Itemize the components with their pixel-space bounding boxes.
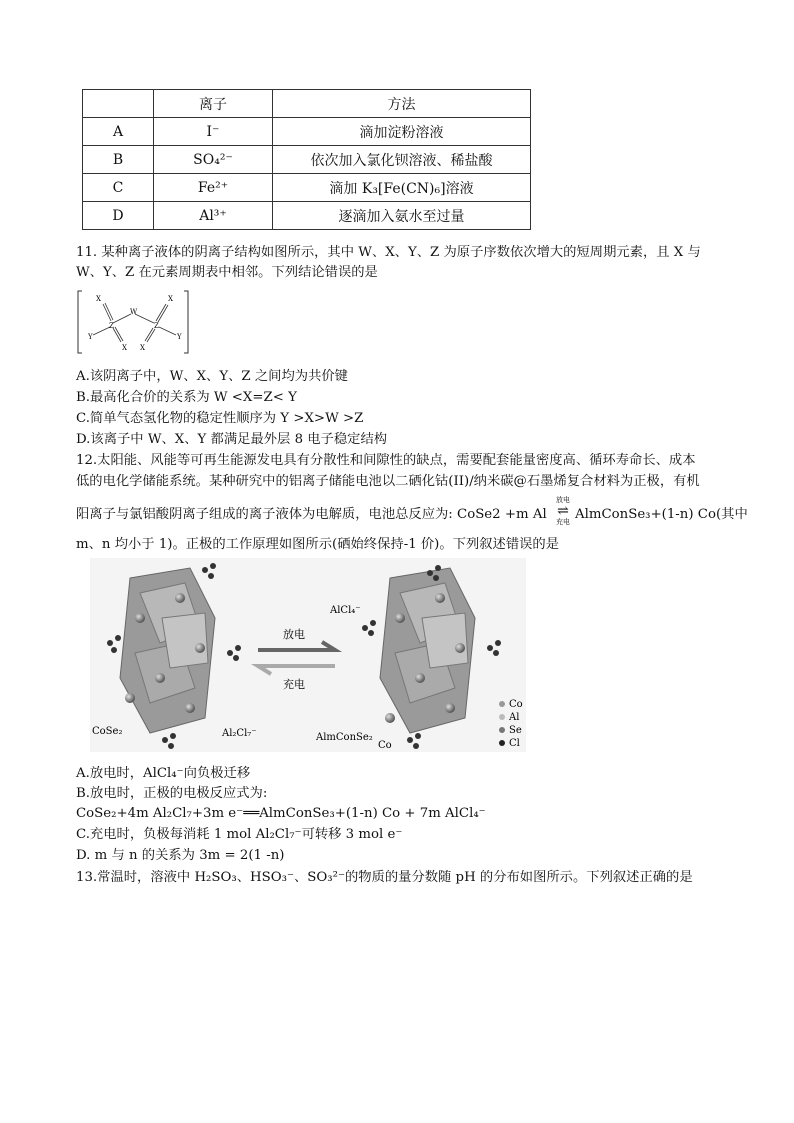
legend-cl: Cl xyxy=(509,738,520,749)
q13-stem: 13.常温时，溶液中 H₂SO₃、HSO₃⁻、SO₃²⁻的物质的量分数随 pH 的分布如图所示。下列叙述正确的是 xyxy=(76,870,693,885)
table-header-cell: 离子 xyxy=(154,90,273,118)
row-method: 滴加淀粉溶液 xyxy=(273,118,531,146)
atom-z-label: Z xyxy=(154,322,159,330)
anion-structure-diagram xyxy=(76,287,190,357)
q11-option-b: B.最高化合价的关系为 W <X=Z< Y xyxy=(76,390,297,405)
table-row xyxy=(83,202,531,230)
reaction-arrow xyxy=(553,496,573,536)
label-alcl4: AlCl₄⁻ xyxy=(330,605,361,616)
row-ion: SO₄²⁻ xyxy=(154,146,273,174)
row-method: 滴加 K₃[Fe(CN)₆]溶液 xyxy=(273,174,531,202)
q11-stem-line2: W、Y、Z 在元素周期表中相邻。下列结论错误的是 xyxy=(76,265,378,280)
q12-stem-line3-pre: 阳离子与氯铝酸阴离子组成的离子液体为电解质，电池总反应为: CoSe2 +m Al xyxy=(76,507,547,522)
cose2-crystal-left xyxy=(120,568,215,733)
figure-legend xyxy=(499,699,523,749)
discharge-label: 放电 xyxy=(283,628,305,641)
atom-z-label: Z xyxy=(109,322,114,330)
row-label: C xyxy=(83,174,154,202)
product-crystal-right xyxy=(380,568,475,733)
q11-stem-line1: 11. 某种离子液体的阴离子结构如图所示，其中 W、X、Y、Z 为原子序数依次增大的短周期元素，且 X 与 xyxy=(76,245,701,260)
table-row xyxy=(83,118,531,146)
row-label: A xyxy=(83,118,154,146)
q11-option-c: C.简单气态氢化物的稳定性顺序为 Y >X>W >Z xyxy=(76,411,364,426)
q12-stem-line3-post: AlmConSe₃+(1-n) Co(其中 xyxy=(575,507,748,522)
arrow-bottom-label: 充电 xyxy=(556,518,570,526)
row-ion: Al³⁺ xyxy=(154,202,273,230)
q11-option-a: A.该阴离子中，W、X、Y、Z 之间均为共价键 xyxy=(76,369,348,384)
atom-x-label: X xyxy=(140,344,145,352)
ion-method-table xyxy=(82,89,531,230)
legend-se: Se xyxy=(509,725,522,736)
atom-x-label: X xyxy=(122,344,127,352)
row-method: 依次加入氯化钡溶液、稀盐酸 xyxy=(273,146,531,174)
row-ion: Fe²⁺ xyxy=(154,174,273,202)
legend-al: Al xyxy=(509,712,520,723)
table-header-cell xyxy=(83,90,154,118)
atom-x-label: X xyxy=(96,295,101,303)
q12-option-d: D. m 与 n 的关系为 3m = 2(1 -n) xyxy=(76,848,285,863)
legend-co: Co xyxy=(509,699,523,710)
q12-stem-line2: 低的电化学储能系统。某种研究中的铝离子储能电池以二硒化钴(II)/纳米碳@石墨烯复合材料为正极，有机 xyxy=(76,474,700,489)
charge-label: 充电 xyxy=(283,678,305,691)
double-arrow-icon: ⇌ xyxy=(557,503,569,519)
q12-option-b-equation: CoSe₂+4m Al₂Cl₇+3m e⁻══AlmConSe₃+(1-n) Co + 7m AlCl₄⁻ xyxy=(76,806,486,821)
atom-x-label: X xyxy=(168,295,173,303)
row-ion: I⁻ xyxy=(154,118,273,146)
row-label: D xyxy=(83,202,154,230)
reaction-arrows xyxy=(258,642,335,674)
label-product: AlmConSe₂ xyxy=(316,732,373,743)
table-header-row xyxy=(83,90,531,118)
arrow-top-label: 放电 xyxy=(556,496,570,504)
atom-w-label: W xyxy=(130,308,138,316)
label-co: Co xyxy=(378,740,392,751)
table-row xyxy=(83,174,531,202)
atom-y-label: Y xyxy=(88,333,93,341)
row-label: B xyxy=(83,146,154,174)
label-cose2: CoSe₂ xyxy=(92,726,123,737)
q11-option-d: D.该离子中 W、X、Y 都满足最外层 8 电子稳定结构 xyxy=(76,432,388,447)
row-method: 逐滴加入氨水至过量 xyxy=(273,202,531,230)
q12-option-c: C.充电时，负极每消耗 1 mol Al₂Cl₇⁻可转移 3 mol e⁻ xyxy=(76,827,403,842)
q12-stem-line4: m、n 均小于 1)。正极的工作原理如图所示(硒始终保持-1 价)。下列叙述错误的是 xyxy=(76,537,560,552)
cathode-mechanism-figure xyxy=(90,558,526,752)
q12-option-a: A.放电时，AlCl₄⁻向负极迁移 xyxy=(76,766,251,781)
table-row xyxy=(83,146,531,174)
q12-stem-line1: 12.太阳能、风能等可再生能源发电具有分散性和间隙性的缺点，需要配套能量密度高、循环寿命长、成本 xyxy=(76,453,696,468)
label-al2cl7: Al₂Cl₇⁻ xyxy=(222,728,257,739)
table-header-cell: 方法 xyxy=(273,90,531,118)
atom-y-label: Y xyxy=(177,333,182,341)
q12-option-b: B.放电时，正极的电极反应式为: xyxy=(76,786,268,801)
